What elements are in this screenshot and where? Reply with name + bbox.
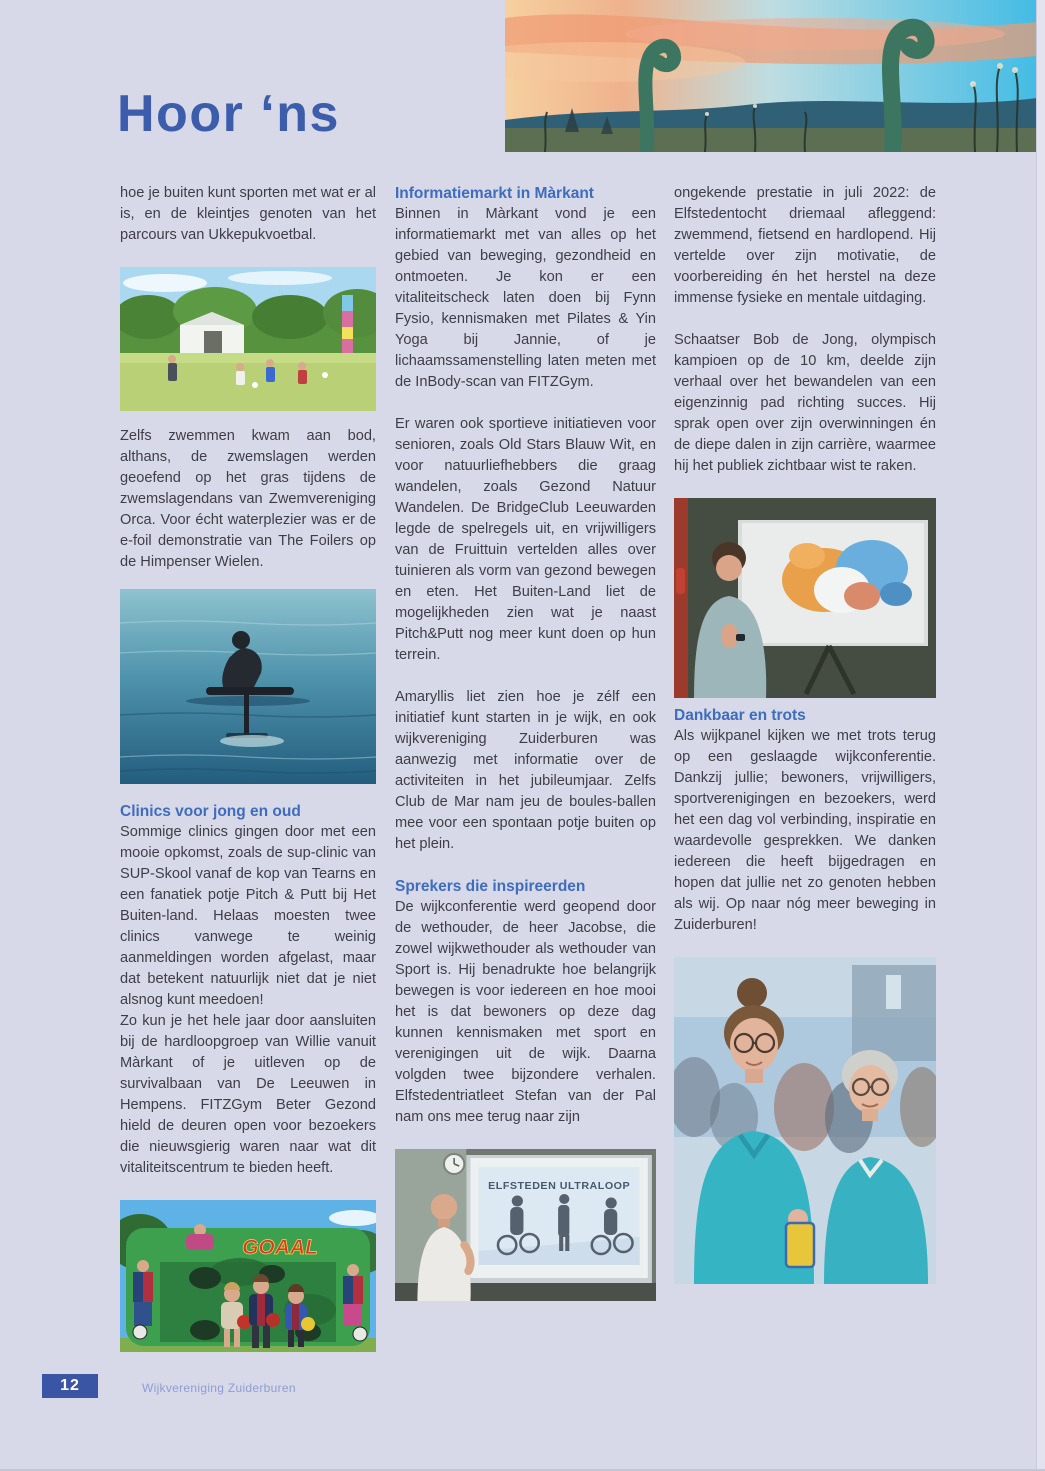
page-edge	[1036, 0, 1045, 1471]
section-heading-dankbaar: Dankbaar en trots	[674, 707, 806, 724]
page-title: Hoor ‘ns	[117, 85, 340, 143]
paragraph-zwemmen: Zelfs zwemmen kwam aan bod, althans, de zwemslagen werden geoefend op het gras tijdens de zwemslagendans van Zwemvereniging Orca. Voor écht waterplezier was er de e-foil demonstratie van The Foilers op de Himpenser Wielen.	[120, 428, 376, 570]
projected-image	[782, 540, 912, 613]
field	[505, 128, 1037, 152]
paragraph-markt-2: Er waren ook sportieve initiatieven voor senioren, zoals Old Stars Blauw Wit, en voor natuurliefhebbers die graag wandelen, zoals Gezond Natuur Wandelen. De BridgeClub Leeuwarden legde de spelregels uit, en vrijwilligers van de Fruittuin vertelden alles over tuinieren als vorm van gezond bewegen en eten. Het Buiten-Land liet de mogelijkheden zien wat je naast Pitch&Putt nog meer kunt doen op hun terrein.	[395, 416, 656, 663]
handout-item	[786, 1223, 814, 1267]
paragraph-sprekers-1: De wijkconferentie werd geopend door de wethouder, de heer Jacobse, die zowel wijkwethouder als wethouder van Sport is. Hij benadrukte hoe belangrijk bewegen is voor iedereen en hoe mooi het is dat bewoners op deze dag kunnen kennismaken met sport en verenigingen uit de wijk. Daarna volgden twee bijzondere verhalen. Elfstedentriatleet Stefan van der Pal nam ons mee terug naar zijn	[395, 899, 656, 1125]
column-2	[395, 183, 656, 1316]
column-1	[120, 183, 376, 1367]
photo-elfsteden-presentation	[395, 1149, 656, 1301]
paragraph-bob-de-jong: Schaatser Bob de Jong, olympisch kampioen op de 10 km, deelde zijn verhaal over het bewandelen van een eigenzinnig pad richting succes. Hij sprak open over zijn overwinningen én de diepe dalen in zijn carrière, waarmee hij het publiek zichtbaar wist te raken.	[674, 332, 936, 474]
page-number: 12	[60, 1377, 80, 1394]
hero-photo-illustration	[505, 0, 1037, 152]
photo-speaker-presentation	[674, 498, 936, 698]
photo-two-volunteers	[674, 957, 936, 1284]
photo-efoil-demo	[120, 589, 376, 784]
goal-label-text: GOAAL	[242, 1236, 318, 1259]
paragraph-stefan: ongekende prestatie in juli 2022: de Elfstedentocht driemaal afleggend: zwemmend, fietsend en hardlopend. Hij vertelde over zijn motivatie, de voorbereiding én het herstel na deze immense fysieke en mentale uitdaging.	[674, 185, 936, 306]
paragraph-clinics-1: Sommige clinics gingen door met een mooie opkomst, zoals de sup-clinic van SUP-Skool vanaf de kop van Tearns en een fanatiek potje Pitch & Putt bij Het Buiten-land. Helaas moesten twee clinics vanwege te weinig aanmeldingen worden afgelast, maar dat betekent natuurlijk niet dat je niet alsnog kunt meedoen!	[120, 824, 376, 1008]
photo-sports-field	[120, 267, 376, 411]
section-heading-informatiemarkt: Informatiemarkt in Màrkant	[395, 185, 594, 202]
paragraph-markt-3: Amaryllis liet zien hoe je zélf een initiatief kunt starten in je wijk, en ook wijkvereniging Zuiderburen was aanwezig met informatie over de activiteiten in het jubileumjaar. Zelfs Club de Mar nam jeu de boules-ballen mee voor een spontaan potje buiten op het plein.	[395, 689, 656, 852]
paragraph-dankbaar-1: Als wijkpanel kijken we met trots terug op een geslaagde wijkconferentie. Dankzij jullie; bewoners, vrijwilligers, sportverenigingen en bezoekers, werd het een dag vol verbinding, inspiratie en waardevolle gesprekken. We danken iedereen die heeft bijgedragen en hopen dat jullie net zo genoten hebben als wij. Op naar nóg meer beweging in Zuiderburen!	[674, 728, 936, 933]
section-heading-sprekers: Sprekers die inspireerden	[395, 878, 586, 895]
hero-photo-sunset-sculpture	[505, 0, 1037, 152]
photo-inflatable-goal-game	[120, 1200, 376, 1352]
column-3	[674, 183, 936, 1299]
section-heading-clinics: Clinics voor jong en oud	[120, 803, 301, 820]
page-number-badge	[42, 1374, 98, 1398]
screen-title-text: ELFSTEDEN ULTRALOOP	[488, 1180, 631, 1192]
paragraph-markt-1: Binnen in Màrkant vond je een informatiemarkt met van alles op het gebied van beweging, gezondheid en ontmoeten. Je kon er een vitaliteitscheck laten doen bij Fynn Fysio, kennismaken met Pilates & Yin Yoga bij Jannie, of je lichaamssamenstelling laten meten met de InBody-scan van FITZGym.	[395, 206, 656, 390]
paragraph-intro: hoe je buiten kunt sporten met wat er al is, en de kleintjes genoten van het parcours van Ukkepukvoetbal.	[120, 185, 376, 243]
splash	[220, 735, 284, 747]
paragraph-clinics-2: Zo kun je het hele jaar door aansluiten bij de hardloopgroep van Willie vanuit Màrkant of je uitleven op de survivalbaan van De Leeuwen in Hempens. FITZGym Beter Gezond hield de deuren open voor bezoekers die nieuwsgierig waren naar wat dit vitaliteitscentrum te bieden heeft.	[120, 1013, 376, 1176]
fire-extinguisher	[676, 568, 685, 594]
footer-organisation: Wijkvereniging Zuiderburen	[142, 1381, 296, 1395]
